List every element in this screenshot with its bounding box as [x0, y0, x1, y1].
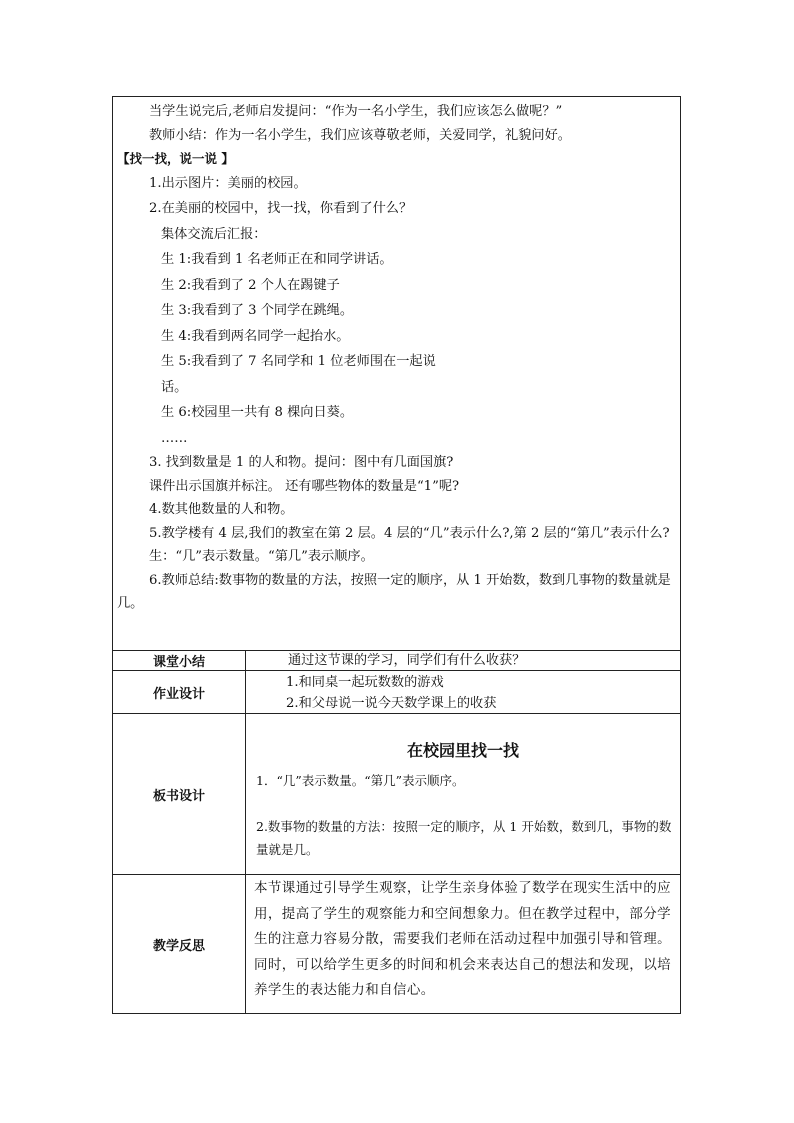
lesson-plan-document	[112, 96, 680, 1014]
board-title: 在校园里找一找	[407, 741, 520, 760]
board-line: 2.数事物的数量的方法：按照一定的顺序，从 1 开始数，数到几，事物的数量就是几。	[256, 819, 672, 857]
summary-text: 通过这节课的学习，同学们有什么收获？	[288, 653, 526, 668]
text-line: 生 4:我看到两名同学一起抬水。	[161, 328, 350, 344]
reflection-cell	[246, 875, 681, 1014]
teaching-process-cell	[113, 97, 681, 651]
homework-cell	[246, 671, 681, 714]
text-paragraph: 6.教师总结:数事物的数量的方法，按照一定的顺序，从 1 开始数，数到几事物的数量就是几。	[117, 572, 671, 611]
text-line: 教师小结：作为一名小学生，我们应该尊敬老师，关爱同学，礼貌问好。	[149, 127, 571, 143]
text-line: 生：“几”表示数量。“第几”表示顺序。	[149, 549, 374, 564]
text-paragraph: 5.教学楼有 4 层,我们的教室在第 2 层。4 层的“几”表示什么?,第 2 层的“第几”表示什么?	[149, 525, 670, 541]
board-line: 1．“几”表示数量。“第几”表示顺序。	[256, 773, 465, 788]
section-heading: 【找一找，说一说 】	[117, 151, 234, 166]
summary-cell	[246, 651, 681, 671]
text-line: 2.在美丽的校园中，找一找，你看到了什么？	[149, 201, 413, 216]
text-line: 话。	[161, 379, 188, 395]
text-line: 当学生说完后,老师启发提问：“作为一名小学生，我们应该怎么做呢？”	[149, 104, 563, 119]
homework-item: 2.和父母说一说今天数学课上的收获	[286, 696, 497, 711]
board-label: 板书设计	[113, 714, 246, 875]
lesson-plan-table	[112, 96, 681, 1014]
text-line: ……	[161, 430, 188, 446]
text-line: 生 3:我看到了 3 个同学在跳绳。	[161, 303, 354, 318]
reflection-label: 教学反思	[113, 875, 246, 1014]
text-line: 课件出示国旗并标注。 还有哪些物体的数量是“1”呢?	[149, 478, 460, 494]
text-line: 3. 找到数量是 1 的人和物。提问：图中有几面国旗?	[149, 455, 454, 470]
text-line: 生 5:我看到了 7 名同学和 1 位老师围在一起说	[161, 354, 436, 369]
text-line: 生 1:我看到 1 名老师正在和同学讲话。	[161, 252, 393, 267]
board-cell	[246, 714, 681, 875]
text-line: 集体交流后汇报：	[161, 226, 267, 242]
summary-label: 课堂小结	[113, 651, 246, 671]
text-line: 生 2:我看到了 2 个人在踢键子	[161, 277, 340, 293]
text-line: 4.数其他数量的人和物。	[149, 502, 294, 517]
homework-label: 作业设计	[113, 671, 246, 714]
reflection-text: 本节课通过引导学生观察，让学生亲身体验了数学在现实生活中的应用，提高了学生的观察能力和空间想象力。但在教学过程中，部分学生的注意力容易分散，需要我们老师在活动过程中加强引导和管理。同时，可以给学生更多的时间和机会来表达自己的想法和发现，以培养学生的表达能力和自信心。	[254, 880, 671, 998]
text-line: 生 6:校园里一共有 8 棵向日葵。	[161, 405, 354, 420]
text-line: 1.出示图片：美丽的校园。	[149, 175, 307, 191]
homework-item: 1.和同桌一起玩数数的游戏	[286, 675, 444, 690]
